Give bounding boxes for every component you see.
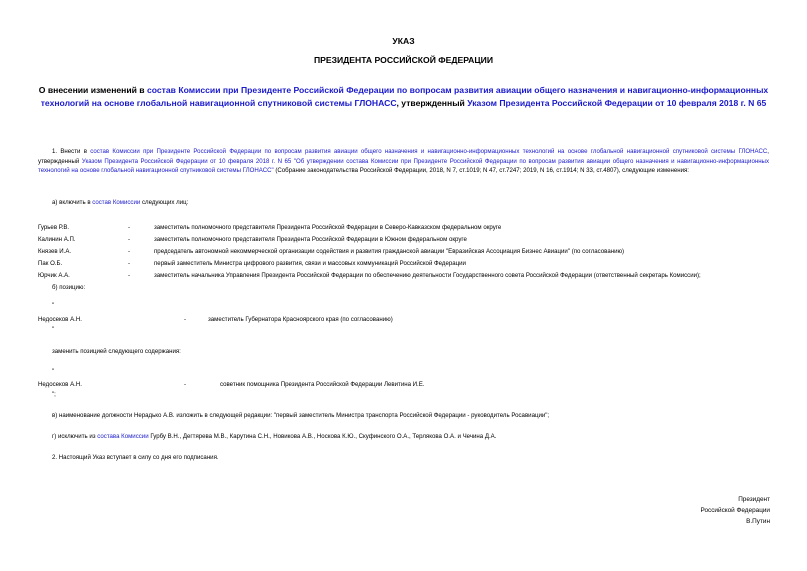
- document-subtitle: ПРЕЗИДЕНТА РОССИЙСКОЙ ФЕДЕРАЦИИ: [313, 55, 494, 65]
- person-name: Гурьев Р.В.: [38, 224, 70, 231]
- person-role: заместитель полномочного представителя Президента Российской Федерации в Южном федеральном округе: [154, 236, 467, 243]
- item-a: [52, 199, 188, 206]
- quote-open: ": [52, 302, 55, 309]
- item-g-prefix: г) исключить из: [52, 433, 98, 440]
- signature-title: Президент: [738, 496, 770, 503]
- new-position-dash: -: [184, 381, 187, 388]
- replace-text: заменить позицией следующего содержания:: [52, 348, 181, 355]
- signature-name: В.Путин: [746, 518, 770, 525]
- signature-country: Российской Федерации: [700, 507, 770, 514]
- p1-text-b: , утвержденный: [38, 148, 769, 165]
- subject-prefix: О внесении изменений в: [38, 85, 147, 95]
- person-role: заместитель начальника Управления Президента Российской Федерации по обеспечению деятельности Государственного совета Российской Федерации (ответственный секретарь Комиссии);: [154, 272, 701, 279]
- person-role: заместитель полномочного представителя Президента Российской Федерации в Северо-Кавказском федеральном округе: [154, 224, 502, 231]
- person-role: первый заместитель Министра цифрового развития, связи и массовых коммуникаций Российской Федерации: [154, 260, 466, 267]
- old-position-role: заместитель Губернатора Красноярского края (по согласованию): [208, 316, 393, 323]
- quote-open-new: ": [52, 368, 55, 375]
- item-g: [52, 433, 496, 440]
- person-dash: -: [128, 248, 131, 255]
- new-position-name: Недосеков А.Н.: [38, 381, 82, 388]
- p1-text-a: 1. Внести в: [52, 148, 91, 155]
- paragraph-1: [38, 147, 769, 176]
- person-dash: -: [128, 272, 131, 279]
- person-name: Юрчик А.А.: [38, 272, 70, 279]
- person-name: Князев И.А.: [38, 248, 72, 255]
- item-a-suffix: следующих лиц:: [140, 199, 189, 206]
- item-v: в) наименование должности Нерадько А.В. изложить в следующей редакции: "первый заместитель Министра транспорта Российской Федерации - руководитель Росавиации";: [52, 412, 550, 419]
- subject-middle: , утвержденный: [396, 97, 468, 108]
- item-g-suffix: Гурбу В.Н., Дегтярева М.В., Карутина С.Н., Новикова А.В., Носкова К.Ю., Скуфинского О.А., Терлякова О.А. и Чечина Д.А.: [148, 433, 497, 440]
- person-name: Пак О.Б.: [38, 260, 63, 267]
- quote-close-old: ": [52, 326, 55, 333]
- person-dash: -: [128, 224, 131, 231]
- document-subject: [38, 84, 769, 109]
- subject-commission-link[interactable]: состав Комиссии при Президенте Российской Федерации по вопросам развития авиации общего назначения и навигационно-информационных технологий на основе глобальной навигационной спутниковой системы ГЛОНАСС: [40, 85, 769, 108]
- p1-decree-link[interactable]: Указом Президента Российской Федерации от 10 февраля 2018 г. N 65 "Об утверждении состава Комиссии при Президенте Российской Федерации по вопросам развития авиации общего назначения и навигационно-информационных технологий на основе глобальной навигационной спутниковой системы ГЛОНАСС": [38, 157, 769, 175]
- subject-decree-link[interactable]: Указом Президента Российской Федерации от 10 февраля 2018 г. N 65: [467, 97, 767, 108]
- item-g-commission-link[interactable]: состава Комиссии: [97, 433, 149, 440]
- item-a-commission-link[interactable]: состав Комиссии: [92, 199, 141, 206]
- person-name: Калинин А.П.: [38, 236, 76, 243]
- person-dash: -: [128, 236, 131, 243]
- item-b: б) позицию:: [52, 284, 86, 291]
- p1-commission-link[interactable]: состав Комиссии при Президенте Российской Федерации по вопросам развития авиации общего назначения и навигационно-информационных технологий на основе глобальной навигационной спутниковой системы ГЛОНАСС: [90, 148, 768, 155]
- paragraph-2: 2. Настоящий Указ вступает в силу со дня его подписания.: [52, 454, 219, 461]
- p1-text-c: (Собрание законодательства Российской Федерации, 2018, N 7, ст.1019; N 47, ст.7247; 2019, N 16, ст.1914; N 33, ст.4807), следующие изменения:: [273, 167, 689, 175]
- old-position-dash: -: [184, 316, 187, 323]
- document-title: УКАЗ: [392, 36, 415, 46]
- old-position-name: Недосеков А.Н.: [38, 316, 82, 323]
- person-dash: -: [128, 260, 131, 267]
- new-position-role: советник помощника Президента Российской Федерации Левитина И.Е.: [220, 381, 425, 388]
- quote-close-new: ";: [52, 391, 56, 398]
- signature-block: [701, 494, 771, 527]
- person-role: председатель автономной некоммерческой организации содействия и развития гражданской авиации "Евразийская Ассоциация Бизнес Авиации" (по согласованию): [154, 248, 625, 255]
- item-a-prefix: а) включить в: [52, 199, 93, 206]
